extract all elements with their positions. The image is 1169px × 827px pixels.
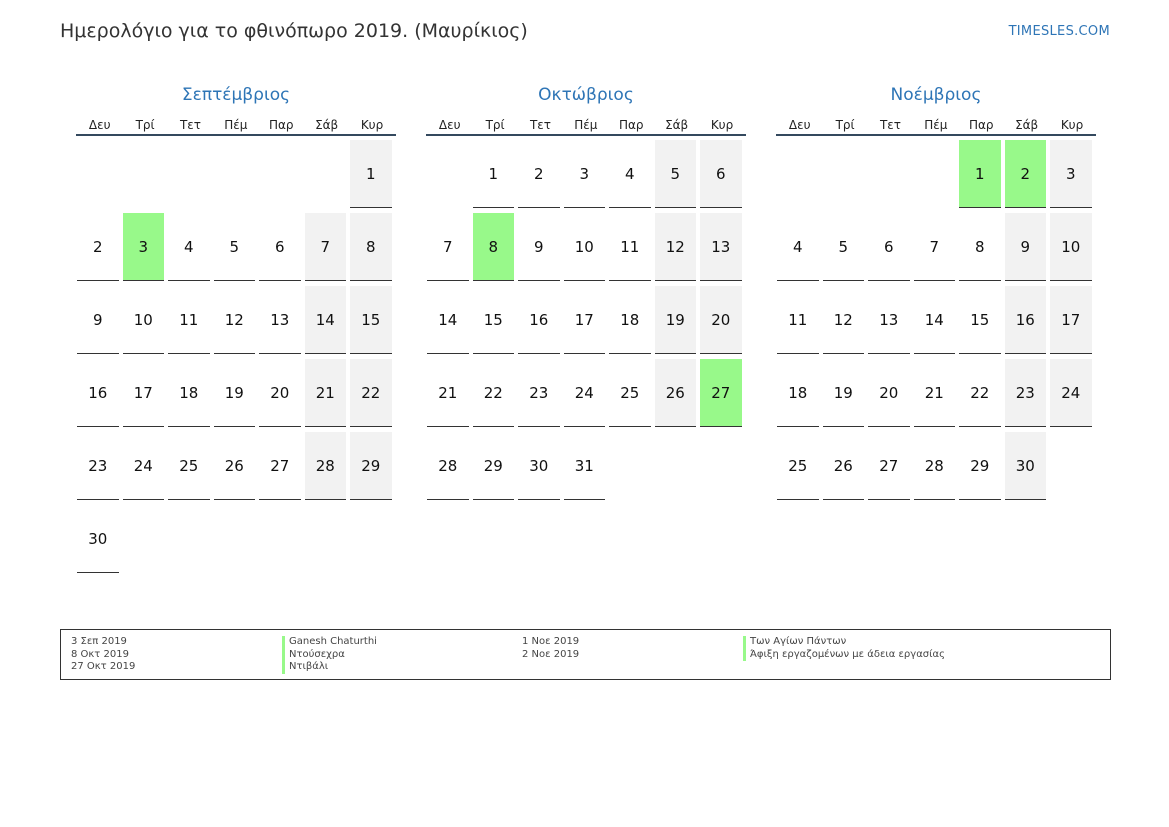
weekday-label: Πέμ (924, 118, 948, 132)
day-cell: 1 (473, 140, 515, 208)
weekday-label: Κυρ (360, 118, 384, 132)
empty-cell (214, 140, 256, 208)
empty-cell (914, 140, 956, 208)
weekday-label: Σάβ (315, 118, 339, 132)
day-cell: 6 (259, 213, 301, 281)
month-title: Σεπτέμβριος (181, 85, 291, 105)
day-cell: 13 (259, 286, 301, 354)
empty-cell (777, 140, 819, 208)
day-cell: 10 (1050, 213, 1092, 281)
legend-holiday-name: Ganesh Chaturthi (282, 636, 377, 649)
day-cell: 15 (350, 286, 392, 354)
day-cell: 13 (700, 213, 742, 281)
day-cell: 24 (123, 432, 165, 500)
day-cell: 31 (564, 432, 606, 500)
day-cell: 3 (564, 140, 606, 208)
day-cell: 22 (959, 359, 1001, 427)
holiday-day-cell: 2 (1005, 140, 1047, 208)
day-cell: 24 (564, 359, 606, 427)
legend-names-left (282, 636, 377, 674)
empty-cell (823, 140, 865, 208)
month-october (427, 82, 745, 500)
day-cell: 17 (1050, 286, 1092, 354)
day-cell: 5 (823, 213, 865, 281)
weekday-label: Κυρ (710, 118, 734, 132)
day-cell: 29 (350, 432, 392, 500)
legend-holiday-name: Ντιβάλι (282, 661, 377, 674)
weekday-label: Τρί (485, 118, 505, 132)
weekday-label: Δευ (438, 118, 461, 132)
days-grid (777, 140, 1095, 500)
legend-date: 8 Οκτ 2019 (71, 648, 129, 660)
day-cell: 25 (168, 432, 210, 500)
month-november (777, 82, 1095, 500)
day-cell: 20 (700, 286, 742, 354)
weekday-header (76, 110, 396, 136)
month-september (77, 82, 395, 573)
day-cell: 7 (427, 213, 469, 281)
day-cell: 28 (427, 432, 469, 500)
day-cell: 30 (77, 505, 119, 573)
day-cell: 11 (609, 213, 651, 281)
day-cell: 30 (518, 432, 560, 500)
weekday-label: Τετ (179, 118, 201, 132)
weekday-label: Παρ (268, 118, 294, 132)
weekday-label: Τετ (879, 118, 901, 132)
weekday-label: Πέμ (574, 118, 598, 132)
day-cell: 12 (655, 213, 697, 281)
page-title: Ημερολόγιο για το φθινόπωρο 2019. (Μαυρίκιος) (60, 20, 528, 42)
day-cell: 15 (473, 286, 515, 354)
day-cell: 19 (655, 286, 697, 354)
day-cell: 28 (305, 432, 347, 500)
day-cell: 13 (868, 286, 910, 354)
empty-cell (259, 140, 301, 208)
day-cell: 10 (123, 286, 165, 354)
legend-dates-left (71, 636, 135, 674)
weekday-header (776, 110, 1096, 136)
day-cell: 18 (777, 359, 819, 427)
day-cell: 9 (77, 286, 119, 354)
empty-cell (77, 140, 119, 208)
weekday-label: Κυρ (1060, 118, 1084, 132)
days-grid (77, 140, 395, 573)
day-cell: 8 (350, 213, 392, 281)
weekday-label: Παρ (968, 118, 994, 132)
day-cell: 30 (1005, 432, 1047, 500)
empty-cell (168, 140, 210, 208)
holiday-day-cell: 27 (700, 359, 742, 427)
day-cell: 9 (1005, 213, 1047, 281)
day-cell: 24 (1050, 359, 1092, 427)
day-cell: 5 (214, 213, 256, 281)
weekday-label: Δευ (788, 118, 811, 132)
legend-date: 3 Σεπ 2019 (71, 636, 127, 647)
day-cell: 26 (214, 432, 256, 500)
day-cell: 25 (777, 432, 819, 500)
day-cell: 3 (1050, 140, 1092, 208)
day-cell: 21 (427, 359, 469, 427)
day-cell: 11 (168, 286, 210, 354)
day-cell: 27 (868, 432, 910, 500)
weekday-label: Τρί (135, 118, 155, 132)
legend-holiday-name: Των Αγίων Πάντων (743, 636, 945, 649)
day-cell: 21 (914, 359, 956, 427)
weekday-label: Σάβ (1015, 118, 1039, 132)
day-cell: 20 (259, 359, 301, 427)
legend-holiday-name: Άφιξη εργαζομένων με άδεια εργασίας (743, 649, 945, 662)
day-cell: 23 (518, 359, 560, 427)
holiday-day-cell: 1 (959, 140, 1001, 208)
day-cell: 1 (350, 140, 392, 208)
day-cell: 14 (427, 286, 469, 354)
month-title: Νοέμβριος (890, 85, 982, 105)
day-cell: 9 (518, 213, 560, 281)
day-cell: 16 (1005, 286, 1047, 354)
day-cell: 4 (609, 140, 651, 208)
day-cell: 6 (700, 140, 742, 208)
day-cell: 21 (305, 359, 347, 427)
legend-date: 2 Νοε 2019 (522, 648, 580, 660)
legend-date: 1 Νοε 2019 (522, 636, 580, 647)
day-cell: 19 (823, 359, 865, 427)
day-cell: 5 (655, 140, 697, 208)
day-cell: 17 (564, 286, 606, 354)
day-cell: 16 (518, 286, 560, 354)
day-cell: 2 (518, 140, 560, 208)
day-cell: 23 (1005, 359, 1047, 427)
empty-cell (868, 140, 910, 208)
day-cell: 26 (655, 359, 697, 427)
day-cell: 18 (609, 286, 651, 354)
day-cell: 11 (777, 286, 819, 354)
day-cell: 14 (305, 286, 347, 354)
day-cell: 12 (214, 286, 256, 354)
day-cell: 20 (868, 359, 910, 427)
legend-holiday-name: Ντούσεχρα (282, 649, 377, 662)
day-cell: 4 (168, 213, 210, 281)
weekday-label: Παρ (618, 118, 644, 132)
month-title: Οκτώβριος (538, 85, 634, 105)
days-grid (427, 140, 745, 500)
site-link[interactable]: TIMESLES.COM (1008, 24, 1110, 39)
legend-date: 27 Οκτ 2019 (71, 661, 136, 672)
day-cell: 27 (259, 432, 301, 500)
weekday-label: Σάβ (665, 118, 689, 132)
day-cell: 28 (914, 432, 956, 500)
weekday-label: Τετ (529, 118, 551, 132)
day-cell: 12 (823, 286, 865, 354)
empty-cell (427, 140, 469, 208)
day-cell: 25 (609, 359, 651, 427)
empty-cell (123, 140, 165, 208)
weekday-label: Δευ (88, 118, 111, 132)
day-cell: 22 (350, 359, 392, 427)
day-cell: 29 (473, 432, 515, 500)
day-cell: 16 (77, 359, 119, 427)
day-cell: 29 (959, 432, 1001, 500)
day-cell: 14 (914, 286, 956, 354)
empty-cell (305, 140, 347, 208)
holiday-day-cell: 8 (473, 213, 515, 281)
day-cell: 18 (168, 359, 210, 427)
day-cell: 26 (823, 432, 865, 500)
holiday-legend (60, 629, 1111, 680)
day-cell: 10 (564, 213, 606, 281)
day-cell: 17 (123, 359, 165, 427)
day-cell: 7 (914, 213, 956, 281)
day-cell: 19 (214, 359, 256, 427)
legend-dates-right (522, 636, 579, 661)
day-cell: 8 (959, 213, 1001, 281)
day-cell: 2 (77, 213, 119, 281)
weekday-header (426, 110, 746, 136)
day-cell: 6 (868, 213, 910, 281)
legend-names-right (743, 636, 945, 661)
holiday-day-cell: 3 (123, 213, 165, 281)
day-cell: 23 (77, 432, 119, 500)
day-cell: 22 (473, 359, 515, 427)
day-cell: 7 (305, 213, 347, 281)
weekday-label: Τρί (835, 118, 855, 132)
day-cell: 4 (777, 213, 819, 281)
weekday-label: Πέμ (224, 118, 248, 132)
day-cell: 15 (959, 286, 1001, 354)
